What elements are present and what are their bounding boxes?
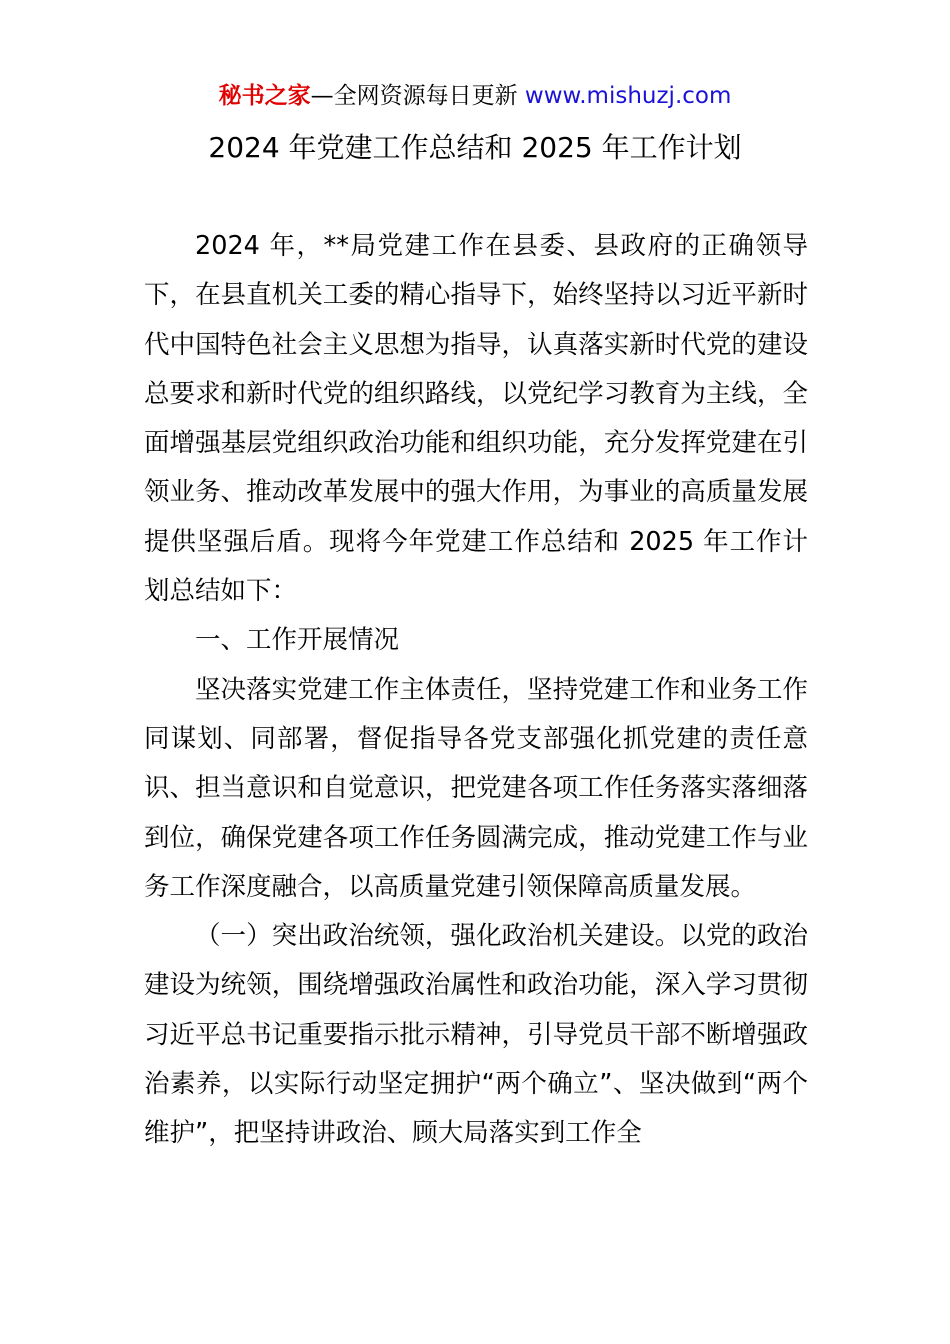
paragraph-intro: 2024 年，**局党建工作在县委、县政府的正确领导下，在县直机关工委的精心指导下，始终坚持以习近平新时代中国特色社会主义思想为指导，认真落实新时代党的建设总要求和新时代党的组织路线，以党纪学习教育为主线，全面增强基层党组织政治功能和组织功能，充分发挥党建在引领业务、推动改革发展中的强大作用，为事业的高质量发展提供坚强后盾。现将今年党建工作总结和 2025 年工作计划总结如下： xyxy=(144,231,808,607)
paragraph-item-one: （一）突出政治统领，强化政治机关建设。以党的政治建设为统领，围绕增强政治属性和政治功能，深入学习贯彻习近平总书记重要指示批示精神，引导党员干部不断增强政治素养，以实际行动坚定拥护“两个确立”、坚决做到“两个维护”，把坚持讲政治、顾大局落实到工作全 xyxy=(144,921,808,1149)
document-title: 2024 年党建工作总结和 2025 年工作计划 xyxy=(208,131,742,164)
site-header xyxy=(0,80,950,112)
site-brand: 秘书之家 xyxy=(218,83,311,109)
site-tagline: —全网资源每日更新 xyxy=(310,83,525,109)
site-url-link[interactable]: www.mishuzj.com xyxy=(524,83,732,109)
section-heading: 一、工作开展情况 xyxy=(195,625,400,656)
paragraph-overview: 坚决落实党建工作主体责任，坚持党建工作和业务工作同谋划、同部署，督促指导各党支部强化抓党建的责任意识、担当意识和自觉意识，把党建各项工作任务落实落细落到位，确保党建各项工作任务圆满完成，推动党建工作与业务工作深度融合，以高质量党建引领保障高质量发展。 xyxy=(144,674,808,902)
document-body xyxy=(144,222,808,1159)
